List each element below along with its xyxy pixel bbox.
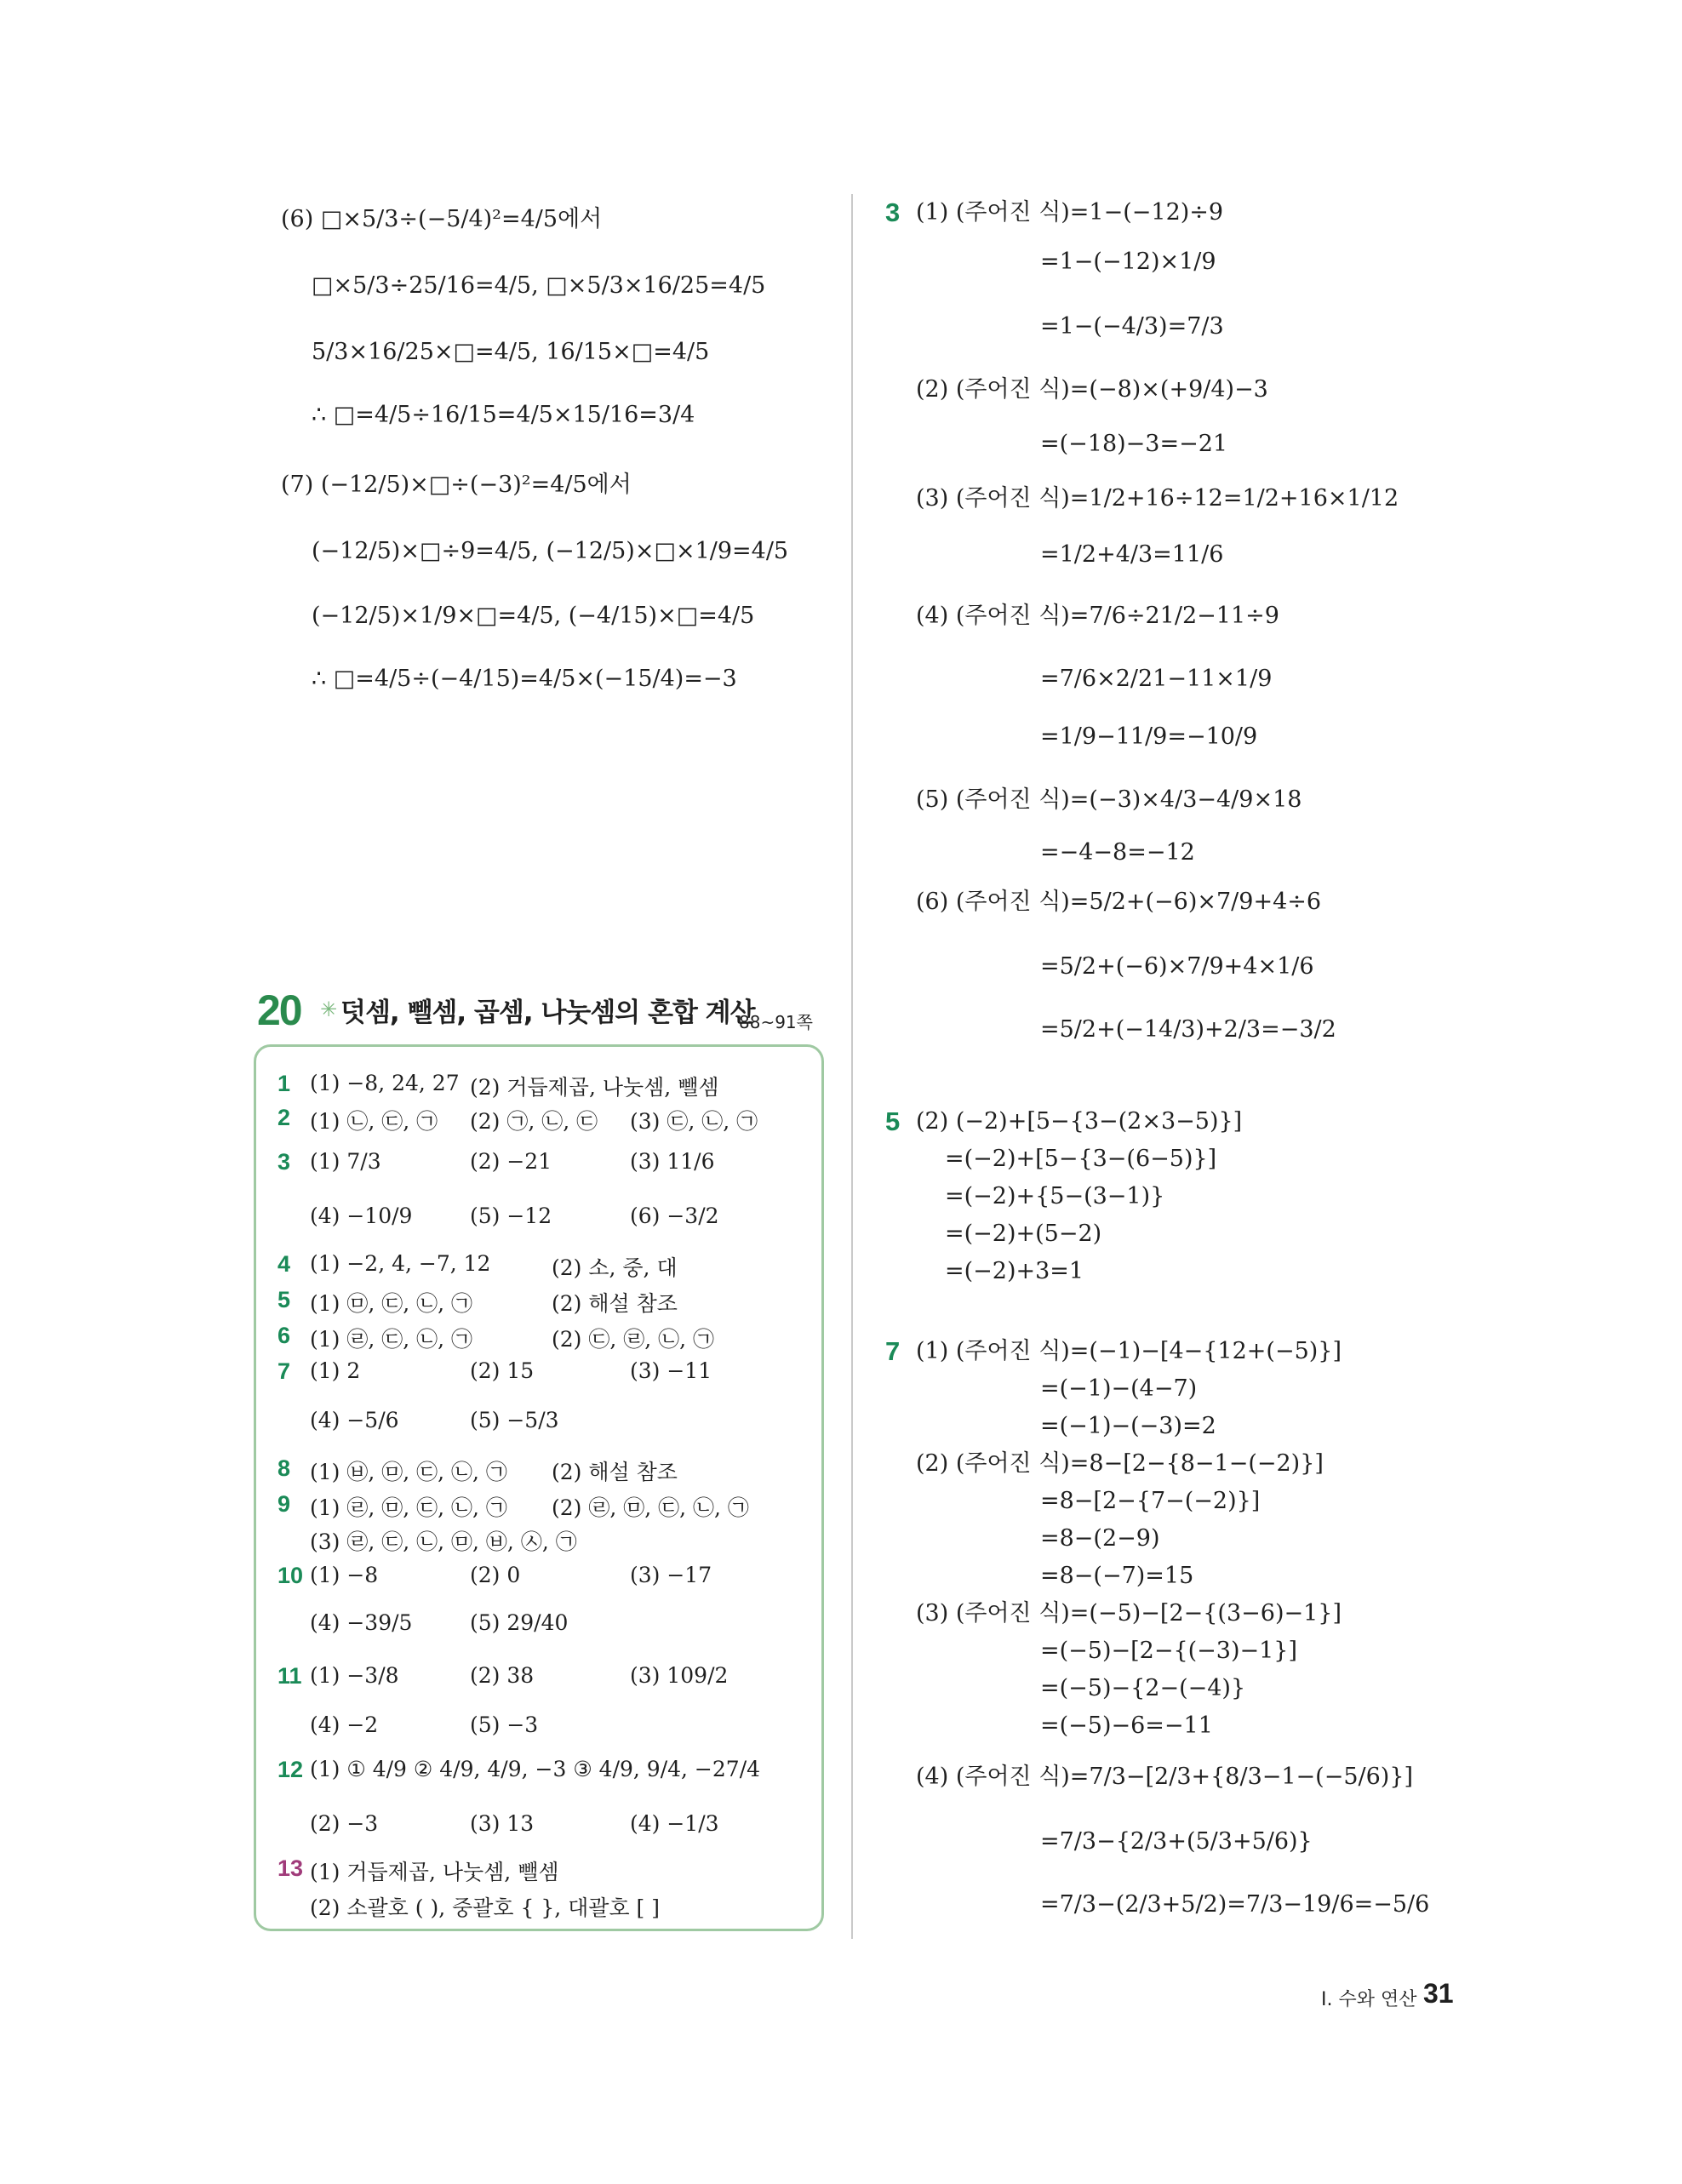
solution-line: =−4−8=−12 bbox=[1040, 839, 1195, 866]
problem-number: 5 bbox=[885, 1106, 901, 1136]
solution-line: ∴ □=4/5÷(−4/15)=4/5×(−15/4)=−3 bbox=[312, 666, 737, 692]
section-number: 20 bbox=[257, 986, 301, 1034]
answer-cell: (1) 2 bbox=[310, 1358, 361, 1383]
answer-cell: (1) ① 4/9 ② 4/9, 4/9, −3 ③ 4/9, 9/4, −27/4 bbox=[310, 1757, 761, 1781]
solution-line: =(−2)+(5−2) bbox=[945, 1221, 1102, 1247]
answer-cell: (3) ㉢, ㉡, ㉠ bbox=[630, 1109, 758, 1134]
footer-section-label: Ⅰ. 수와 연산 bbox=[1321, 1989, 1417, 2010]
solution-line: =5/2+(−14/3)+2/3=−3/2 bbox=[1040, 1016, 1336, 1043]
solution-line: =(−18)−3=−21 bbox=[1040, 431, 1228, 457]
solution-line: 5/3×16/25×□=4/5, 16/15×□=4/5 bbox=[312, 339, 710, 365]
problem-number: 3 bbox=[885, 197, 901, 227]
answer-cell: (3) 109/2 bbox=[630, 1663, 729, 1688]
answer-cell: (5) −5/3 bbox=[470, 1408, 559, 1432]
answer-box bbox=[254, 1044, 824, 1931]
solution-line: =7/3−(2/3+5/2)=7/3−19/6=−5/6 bbox=[1040, 1891, 1430, 1918]
column-divider bbox=[851, 194, 853, 1939]
answer-cell: (5) −3 bbox=[470, 1712, 539, 1737]
solution-line: ∴ □=4/5÷16/15=4/5×15/16=3/4 bbox=[312, 402, 695, 428]
answer-number: 11 bbox=[277, 1663, 302, 1689]
answer-cell: (2) 해설 참조 bbox=[552, 1291, 678, 1316]
answer-cell: (1) 7/3 bbox=[310, 1149, 381, 1174]
answer-number: 3 bbox=[277, 1149, 291, 1175]
answer-cell: (1) ㉤, ㉢, ㉡, ㉠ bbox=[310, 1291, 473, 1316]
solution-line: =7/3−{2/3+(5/3+5/6)} bbox=[1040, 1828, 1313, 1855]
answer-cell: (4) −39/5 bbox=[310, 1610, 413, 1635]
solution-line: (3) (주어진 식)=1/2+16÷12=1/2+16×1/12 bbox=[916, 485, 1399, 512]
solution-line: =5/2+(−6)×7/9+4×1/6 bbox=[1040, 953, 1314, 980]
solution-line: =(−5)−[2−{(−3)−1}] bbox=[1040, 1638, 1298, 1664]
answer-cell: (2) 소, 중, 대 bbox=[552, 1255, 678, 1280]
answer-number: 2 bbox=[277, 1105, 291, 1130]
answer-cell: (2) 거듭제곱, 나눗셈, 뺄셈 bbox=[470, 1075, 719, 1100]
answer-number: 5 bbox=[277, 1287, 291, 1312]
page-range: 88~91쪽 bbox=[739, 1012, 813, 1032]
solution-line: =(−2)+{5−(3−1)} bbox=[945, 1183, 1165, 1209]
answer-cell: (1) −3/8 bbox=[310, 1663, 399, 1688]
answer-cell: (2) −3 bbox=[310, 1811, 379, 1836]
answer-cell: (4) −10/9 bbox=[310, 1203, 413, 1228]
answer-cell: (1) 거듭제곱, 나눗셈, 뺄셈 bbox=[310, 1860, 559, 1884]
answer-number: 4 bbox=[277, 1251, 291, 1277]
answer-cell: (2) 해설 참조 bbox=[552, 1460, 678, 1484]
answer-number: 10 bbox=[277, 1563, 304, 1588]
answer-cell: (2) 15 bbox=[470, 1358, 535, 1383]
solution-line: =1−(−4/3)=7/3 bbox=[1040, 313, 1224, 340]
answer-cell: (1) −8 bbox=[310, 1563, 379, 1587]
answer-cell: (2) −21 bbox=[470, 1149, 552, 1174]
answer-cell: (1) ㉣, ㉢, ㉡, ㉠ bbox=[310, 1327, 473, 1352]
answer-cell: (2) ㉠, ㉡, ㉢ bbox=[470, 1109, 598, 1134]
answer-cell: (4) −1/3 bbox=[630, 1811, 719, 1836]
solution-line: (−12/5)×□÷9=4/5, (−12/5)×□×1/9=4/5 bbox=[312, 538, 789, 564]
solution-line: =(−1)−(4−7) bbox=[1040, 1375, 1198, 1402]
answer-cell: (3) ㉣, ㉢, ㉡, ㉤, ㉥, ㉦, ㉠ bbox=[310, 1529, 577, 1554]
solution-line: (6) □×5/3÷(−5/4)²=4/5에서 bbox=[281, 206, 603, 232]
solution-line: =1/2+4/3=11/6 bbox=[1040, 541, 1224, 568]
answer-cell: (3) 11/6 bbox=[630, 1149, 715, 1174]
solution-line: (4) (주어진 식)=7/6÷21/2−11÷9 bbox=[916, 603, 1279, 629]
solution-line: (1) (주어진 식)=(−1)−[4−{12+(−5)}] bbox=[916, 1338, 1342, 1364]
solution-line: =(−2)+[5−{3−(6−5)}] bbox=[945, 1146, 1217, 1172]
solution-line: (1) (주어진 식)=1−(−12)÷9 bbox=[916, 199, 1224, 226]
answer-cell: (2) 38 bbox=[470, 1663, 535, 1688]
answer-cell: (2) ㉢, ㉣, ㉡, ㉠ bbox=[552, 1327, 715, 1352]
solution-line: (4) (주어진 식)=7/3−[2/3+{8/3−1−(−5/6)}] bbox=[916, 1764, 1414, 1790]
answer-cell: (1) −2, 4, −7, 12 bbox=[310, 1251, 491, 1276]
answer-cell: (6) −3/2 bbox=[630, 1203, 719, 1228]
answer-number: 13 bbox=[277, 1855, 304, 1881]
star-icon: ✳ bbox=[320, 998, 338, 1021]
solution-line: (3) (주어진 식)=(−5)−[2−{(3−6)−1}] bbox=[916, 1600, 1342, 1627]
answer-cell: (5) −12 bbox=[470, 1203, 552, 1228]
solution-line: (5) (주어진 식)=(−3)×4/3−4/9×18 bbox=[916, 786, 1302, 813]
answer-cell: (3) 13 bbox=[470, 1811, 535, 1836]
answer-cell: (1) ㉡, ㉢, ㉠ bbox=[310, 1109, 438, 1134]
page-number: 31 bbox=[1423, 1978, 1454, 2009]
solution-line: (7) (−12/5)×□÷(−3)²=4/5에서 bbox=[281, 472, 632, 498]
answer-cell: (3) −11 bbox=[630, 1358, 712, 1383]
answer-number: 12 bbox=[277, 1757, 304, 1782]
solution-line: =8−(−7)=15 bbox=[1040, 1563, 1194, 1589]
answer-number: 7 bbox=[277, 1358, 291, 1384]
solution-line: =(−5)−{2−(−4)} bbox=[1040, 1675, 1246, 1701]
answer-cell: (2) ㉣, ㉤, ㉢, ㉡, ㉠ bbox=[552, 1495, 749, 1520]
answer-number: 1 bbox=[277, 1071, 291, 1096]
answer-cell: (5) 29/40 bbox=[470, 1610, 569, 1635]
solution-line: (−12/5)×1/9×□=4/5, (−4/15)×□=4/5 bbox=[312, 603, 755, 629]
section-title: 덧셈, 뺄셈, 곱셈, 나눗셈의 혼합 계산 bbox=[340, 998, 755, 1028]
solution-line: (2) (−2)+[5−{3−(2×3−5)}] bbox=[916, 1108, 1243, 1135]
answer-cell: (1) ㉣, ㉤, ㉢, ㉡, ㉠ bbox=[310, 1495, 507, 1520]
answer-cell: (2) 0 bbox=[470, 1563, 521, 1587]
solution-line: (2) (주어진 식)=8−[2−{8−1−(−2)}] bbox=[916, 1450, 1324, 1477]
solution-line: =7/6×2/21−11×1/9 bbox=[1040, 666, 1273, 692]
solution-line: (2) (주어진 식)=(−8)×(+9/4)−3 bbox=[916, 376, 1268, 403]
answer-number: 9 bbox=[277, 1491, 291, 1517]
answer-cell: (1) −8, 24, 27 bbox=[310, 1071, 460, 1095]
answer-number: 8 bbox=[277, 1455, 291, 1481]
solution-line: =1−(−12)×1/9 bbox=[1040, 249, 1216, 275]
answer-cell: (4) −5/6 bbox=[310, 1408, 399, 1432]
answer-cell: (4) −2 bbox=[310, 1712, 379, 1737]
answer-cell: (2) 소괄호 ( ), 중괄호 { }, 대괄호 [ ] bbox=[310, 1895, 661, 1920]
answer-cell: (1) ㉥, ㉤, ㉢, ㉡, ㉠ bbox=[310, 1460, 507, 1484]
solution-line: =(−2)+3=1 bbox=[945, 1258, 1084, 1284]
solution-line: □×5/3÷25/16=4/5, □×5/3×16/25=4/5 bbox=[312, 272, 766, 299]
answer-number: 6 bbox=[277, 1323, 291, 1348]
problem-number: 7 bbox=[885, 1336, 901, 1366]
solution-line: =8−(2−9) bbox=[1040, 1525, 1160, 1552]
solution-line: =8−[2−{7−(−2)}] bbox=[1040, 1488, 1261, 1514]
answer-cell: (3) −17 bbox=[630, 1563, 712, 1587]
solution-line: (6) (주어진 식)=5/2+(−6)×7/9+4÷6 bbox=[916, 889, 1322, 915]
solution-line: =(−1)−(−3)=2 bbox=[1040, 1413, 1216, 1439]
solution-line: =1/9−11/9=−10/9 bbox=[1040, 723, 1258, 750]
solution-line: =(−5)−6=−11 bbox=[1040, 1712, 1213, 1739]
